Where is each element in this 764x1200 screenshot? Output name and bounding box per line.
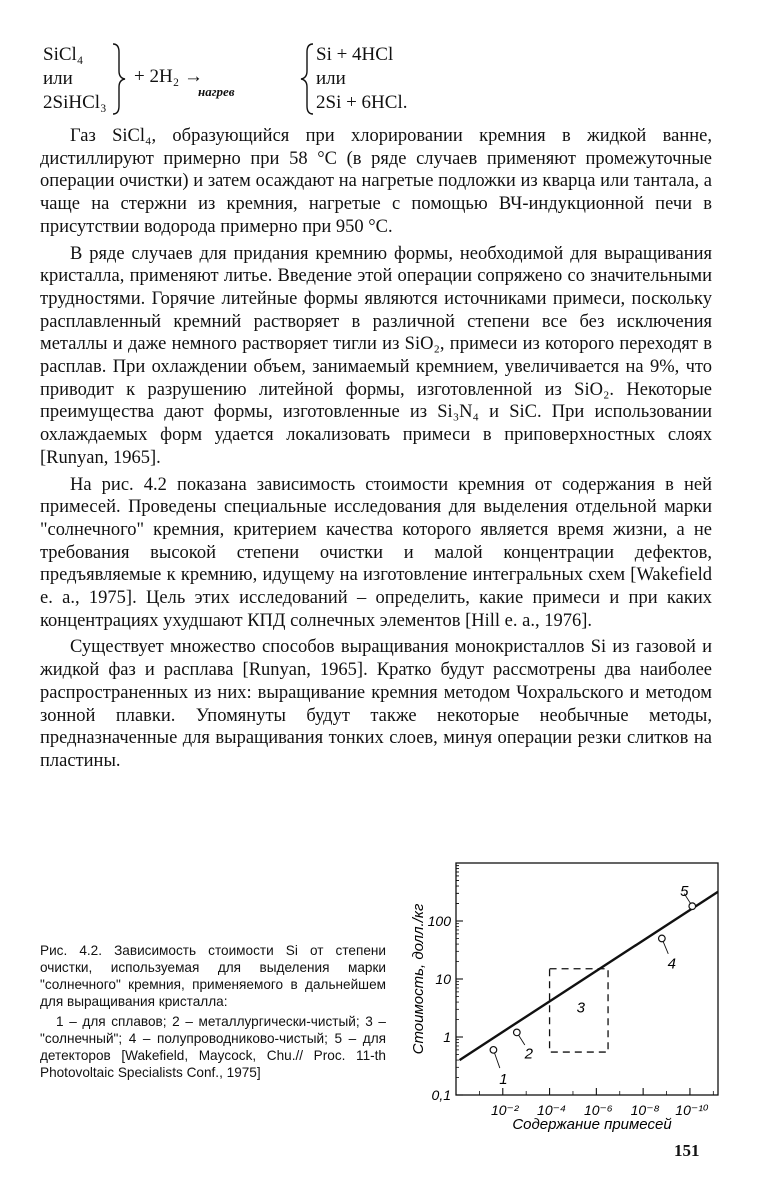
equation-right-term: или bbox=[316, 68, 346, 89]
right-brace bbox=[110, 42, 130, 116]
data-point bbox=[514, 1029, 521, 1036]
equation-right-term: Si + 4HCl bbox=[316, 44, 394, 65]
page-number: 151 bbox=[674, 1141, 700, 1160]
point-label: 2 bbox=[524, 1045, 533, 1063]
chemical-equation bbox=[40, 40, 720, 120]
caption-title: Рис. 4.2. Зависимость стоимости Si от степени очистки, используемая для выделения марки "солнечного" кремния, применяемого в дальнейшем для выращивания кристалла: bbox=[40, 943, 386, 1009]
point-label: 5 bbox=[680, 883, 689, 901]
data-point bbox=[689, 903, 696, 910]
y-tick-label: 100 bbox=[427, 913, 451, 929]
equation-operator: + 2H₂ → bbox=[134, 66, 204, 87]
point-label: 4 bbox=[667, 955, 677, 973]
caption-legend: 1 – для сплавов; 2 – металлургически-чистый; 3 – "солнечный"; 4 – полупроводниково-чистый; 5 – для детекторов [Wakefield, Maycock, Chu.// Proc. 11-th Photovoltaic Specialists Conf., 1975] bbox=[40, 1014, 386, 1080]
equation-left-side bbox=[43, 43, 107, 115]
equation-left-term: или bbox=[43, 68, 73, 89]
data-point bbox=[490, 1047, 497, 1054]
y-axis-title: Стоимость, долл./кг bbox=[410, 903, 427, 1055]
y-tick-label: 0,1 bbox=[431, 1087, 451, 1103]
body-text bbox=[40, 125, 712, 773]
cost-vs-purity-chart bbox=[398, 855, 728, 1135]
x-tick-label: 10⁻¹⁰ bbox=[675, 1102, 709, 1118]
trend-line bbox=[460, 892, 718, 1063]
x-tick-label: 10⁻⁴ bbox=[537, 1102, 567, 1118]
paragraph: В ряде случаев для придания кремнию формы, необходимой для выращивания кристалла, применяют литье. Введение этой операции сопряжено со значительными трудностями. Горячие литейные формы являются источниками примеси, поскольку расплавленный кремний растворяет в различной степени все без исключения металлы и даже немного растворяет тигли из SiO₂, примеси из которого переходят в расплав. При охлаждении объем, занимаемый кремнием, увеличивается на 9%, что приводит к разрушению литейной формы, изготовленной из SiO₂. Некоторые преимущества дают формы, изготовленные из Si₃N₄ и SiC. При использовании охлаждаемых форм удается локализовать примеси в приповерхностных слоях [Runyan, 1965]. bbox=[40, 243, 712, 468]
region-label: 3 bbox=[576, 999, 585, 1017]
figure-caption bbox=[40, 942, 386, 1081]
equation-left-term: SiCl₄ bbox=[43, 44, 84, 65]
equation-left-term: 2SiHCl₃ bbox=[43, 92, 107, 113]
equation-condition: нагрев bbox=[198, 84, 235, 99]
y-tick-label: 1 bbox=[443, 1029, 451, 1045]
y-tick-label: 10 bbox=[435, 971, 451, 987]
point-label: 1 bbox=[499, 1070, 508, 1088]
paragraph: Существует множество способов выращивания монокристаллов Si из газовой и жидкой фаз и расплава [Runyan, 1965]. Кратко будут рассмотрены два наиболее распространенных из них: выращивание кремния методом Чохральского и методом зонной плавки. Упомянуты будут также некоторые необычные методы, предназначенные для выращивания тонких слоев, минуя операции резки слитков на пластины. bbox=[40, 637, 712, 771]
equation-right-term: 2Si + 6HCl. bbox=[316, 92, 408, 113]
x-tick-label: 10⁻⁶ bbox=[583, 1102, 613, 1118]
left-brace bbox=[296, 42, 316, 116]
x-axis-title: Содержание примесей bbox=[512, 1116, 672, 1133]
paragraph: На рис. 4.2 показана зависимость стоимости кремния от содержания в ней примесей. Проведены специальные исследования для выделения отдельной марки "солнечного" кремния, критерием качества которого является время жизни, а не требования высокой степени очистки и малой концентрации дефектов, предъявляемые к кремнию, идущему на изготовление интегральных схем [Wakefield e. a., 1975]. Цель этих исследований – определить, какие примеси и при каких концентрациях ухудшают КПД солнечных элементов [Hill e. a., 1976]. bbox=[40, 474, 712, 631]
plot-frame bbox=[456, 863, 718, 1095]
x-tick-label: 10⁻⁸ bbox=[630, 1102, 660, 1118]
x-tick-label: 10⁻² bbox=[490, 1102, 519, 1118]
paragraph: Газ SiCl₄, образующийся при хлорировании кремния в жидкой ванне, дистиллируют примерно при 58 °С (в ряде случаев применяют промежуточные операции очистки) и затем осаждают на нагретые подложки из кварца или тантала, а чаще на стержни из кремния, нагретые с помощью ВЧ-индукционной печи в присутствии водорода примерно при 950 °С. bbox=[40, 126, 712, 237]
equation-right-side bbox=[316, 43, 407, 115]
data-point bbox=[659, 935, 666, 942]
